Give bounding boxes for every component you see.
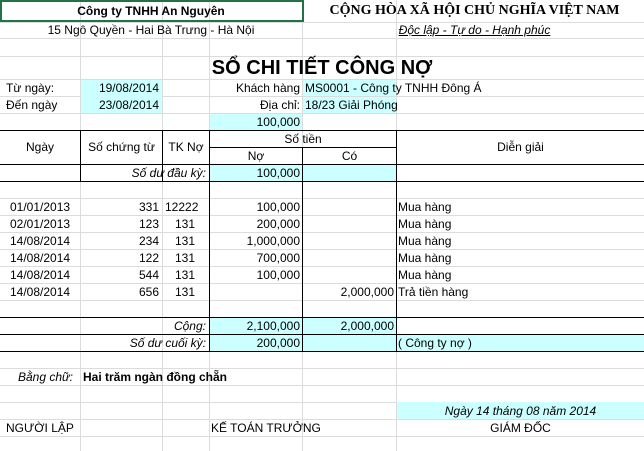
row-doc: 656	[138, 285, 159, 299]
gridline	[0, 385, 644, 386]
row-doc: 544	[138, 268, 159, 282]
gridline	[0, 38, 644, 39]
row-desc: Mua hàng	[398, 217, 452, 231]
row-debit: 700,000	[256, 251, 300, 265]
gridline	[0, 436, 644, 437]
row-date: 14/08/2014	[10, 251, 71, 265]
row-account: 131	[175, 285, 196, 299]
row-desc: Mua hàng	[398, 268, 452, 282]
row-account: 131	[175, 251, 196, 265]
closing-debit[interactable]: 200,000	[256, 336, 300, 350]
col-account-header: TK Nợ	[168, 140, 204, 154]
row-credit	[303, 199, 394, 215]
table-border	[0, 351, 644, 352]
row-doc: 122	[138, 251, 159, 265]
total-label: Cộng:	[173, 319, 206, 333]
from-date-label: Từ ngày:	[6, 81, 55, 95]
row-credit	[303, 233, 394, 249]
to-date-label: Đến ngày	[6, 98, 58, 112]
row-date: 14/08/2014	[10, 268, 71, 282]
customer-value[interactable]: MS0001 - Công ty TNHH Đông Á	[305, 81, 482, 95]
row-debit: 100,000	[256, 200, 300, 214]
closing-label: Số dư cuối kỳ:	[129, 336, 206, 350]
row-account: 131	[175, 268, 196, 282]
total-debit[interactable]: 2,100,000	[246, 319, 300, 333]
row-date: 02/01/2013	[10, 217, 71, 231]
row-credit: 2,000,000	[340, 285, 394, 299]
row-account: 131	[175, 234, 196, 248]
row-credit	[303, 250, 394, 266]
page-title: SỔ CHI TIẾT CÔNG NỢ	[211, 57, 433, 79]
row-date: 14/08/2014	[10, 285, 71, 299]
row-account: 131	[175, 217, 196, 231]
address-label: Địa chỉ:	[259, 98, 300, 112]
col-credit-header: Có	[341, 149, 358, 163]
table-border	[396, 130, 397, 351]
col-date-header: Ngày	[25, 140, 54, 154]
row-credit	[303, 216, 394, 232]
total-credit[interactable]: 2,000,000	[340, 319, 394, 333]
row-desc: Mua hàng	[398, 251, 452, 265]
closing-note[interactable]: ( Công ty nợ )	[398, 336, 472, 350]
col-amount-header: Số tiền	[284, 132, 322, 146]
row-doc: 331	[138, 200, 159, 214]
row-desc: Mua hàng	[398, 234, 452, 248]
gridline	[0, 300, 644, 301]
date-line[interactable]: Ngày 14 tháng 08 năm 2014	[444, 404, 597, 418]
gridline	[0, 113, 644, 114]
row-date: 01/01/2013	[10, 200, 71, 214]
row-account: 12222	[165, 200, 199, 214]
row-date: 14/08/2014	[10, 234, 71, 248]
col-desc-header: Diễn giải	[497, 140, 544, 154]
col-debit-header: Nợ	[247, 149, 265, 163]
country-title: CỘNG HÒA XÃ HỘI CHỦ NGHĨA VIỆT NAM	[329, 3, 620, 18]
row-doc: 123	[138, 217, 159, 231]
customer-label: Khách hàng	[235, 81, 300, 95]
chief-accountant-label: KẾ TOÁN TRƯỞNG	[211, 421, 321, 435]
director-label: GIÁM ĐỐC	[490, 421, 551, 435]
row-debit	[210, 284, 300, 300]
address-value[interactable]: 18/23 Giải Phóng	[305, 98, 398, 112]
row-debit: 100,000	[256, 268, 300, 282]
to-date-value[interactable]: 23/08/2014	[98, 98, 159, 112]
row-credit	[303, 267, 394, 283]
company-address: 15 Ngô Quyền - Hai Bà Trưng - Hà Nội	[47, 23, 255, 37]
opening-debit[interactable]: 100,000	[256, 166, 300, 180]
row-debit: 200,000	[256, 217, 300, 231]
preparer-label: NGƯỜI LẬP	[6, 421, 74, 435]
col-doc-header: Số chứng từ	[88, 140, 155, 154]
row-debit: 1,000,000	[246, 234, 300, 248]
company-name: Công ty TNHH An Nguyên	[77, 4, 225, 18]
opening-label: Số dư đầu kỳ:	[131, 166, 206, 180]
table-border	[0, 181, 644, 182]
from-date-value[interactable]: 19/08/2014	[98, 81, 159, 95]
row-desc: Trả tiền hàng	[398, 285, 469, 299]
words-label: Bằng chữ:	[18, 370, 73, 384]
row-desc: Mua hàng	[398, 200, 452, 214]
words-value[interactable]: Hai trăm ngàn đồng chẵn	[83, 370, 228, 384]
motto: Độc lập - Tự do - Hạnh phúc	[398, 23, 551, 37]
row-doc: 234	[138, 234, 159, 248]
opening-amount[interactable]: 100,000	[256, 115, 300, 129]
